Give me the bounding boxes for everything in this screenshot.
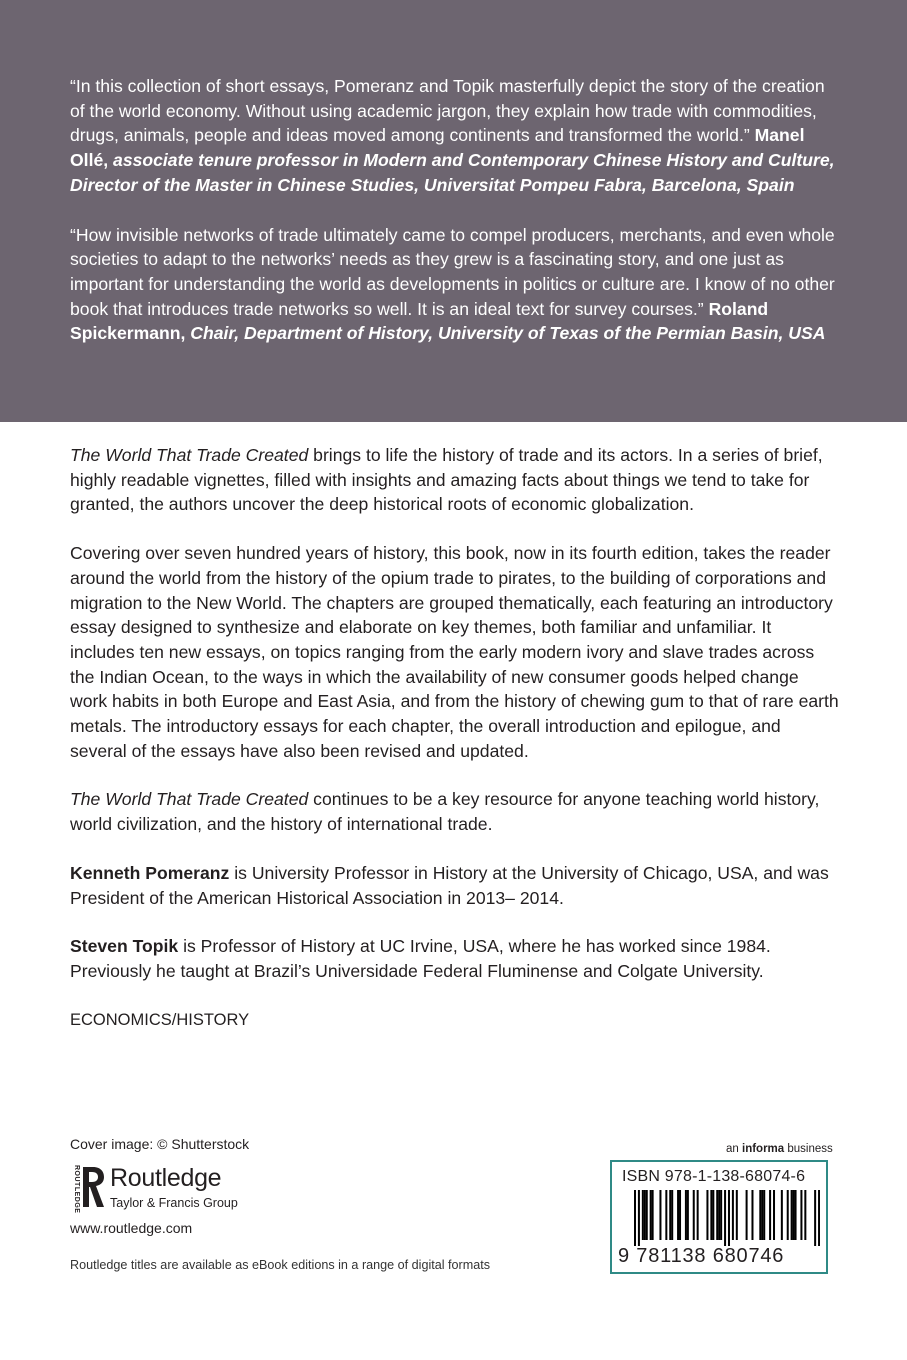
barcode-bar — [761, 1190, 763, 1240]
barcode-bar — [669, 1190, 671, 1240]
review-text: “In this collection of short essays, Pomeranz and Topik masterfully depict the story of the creation of the world economy. Without using academic jargon, they explain how trade with commodities, drugs, animals, people and ideas moved among continents and transformed the world.” — [70, 76, 825, 146]
author-bio: Steven Topik is Professor of History at UC Irvine, USA, where he has worked since 1984. Previously he taught at Brazil’s Universidade Federal Fluminense and Colgate University. — [70, 936, 771, 981]
routledge-vertical-wordmark: ROUTLEDGE — [73, 1165, 80, 1214]
barcode-bar — [677, 1190, 679, 1240]
barcode-bar — [800, 1190, 802, 1240]
barcode-bar — [679, 1190, 681, 1240]
reviewer-name: Manel Ollé, — [70, 125, 805, 171]
review-quote — [70, 74, 837, 198]
barcode-bar — [638, 1190, 640, 1246]
publisher-website[interactable]: www.routledge.com — [70, 1220, 193, 1236]
barcode-bar — [646, 1190, 648, 1240]
barcode-bar — [791, 1190, 793, 1240]
barcode-bar — [787, 1190, 789, 1240]
barcode-bar — [716, 1190, 718, 1240]
review-text: “How invisible networks of trade ultimately came to compel producers, merchants, and even whole societies to adapt to the networks’ needs as they grew is a fascinating story, and one just as important for understanding the world as developments in politics or culture are. I know of no other book that introduces trade networks so well. It is an ideal text for survey courses.” — [70, 224, 835, 319]
book-description — [70, 443, 840, 1032]
barcode-bar — [781, 1190, 783, 1240]
barcode-bar — [732, 1190, 734, 1240]
reviewer-title: associate tenure professor in Modern and Contemporary Chinese History and Culture, Director of the Master in Chinese Studies, Universitat Pompeu Fabra, Barcelona, Spain — [70, 150, 835, 195]
barcode-bar — [685, 1190, 687, 1240]
barcode-bar — [671, 1190, 673, 1240]
barcode-bar — [769, 1190, 771, 1240]
barcode-bar — [665, 1190, 667, 1240]
subject-category: ECONOMICS/HISTORY — [70, 1010, 250, 1029]
barcode-bar — [720, 1190, 722, 1240]
author-name: Kenneth Pomeranz — [70, 862, 230, 883]
description-paragraph: The World That Trade Created continues to be a key resource for anyone teaching world history, world civilization, and the history of international trade. — [70, 789, 820, 835]
barcode-bar — [652, 1190, 654, 1240]
routledge-logo — [66, 1163, 266, 1213]
barcode-bar — [659, 1190, 661, 1240]
barcode-bar — [814, 1190, 816, 1246]
author-bio: Kenneth Pomeranz is University Professor in History at the University of Chicago, USA, and was President of the American Historical Association in 2013– 2014. — [70, 862, 829, 908]
barcode-bar — [746, 1190, 748, 1240]
reviews-panel — [0, 0, 907, 422]
barcode-bar — [697, 1190, 699, 1240]
cover-credit: Cover image: © Shutterstock — [70, 1136, 250, 1152]
barcode-bar — [706, 1190, 708, 1240]
barcode-bar — [650, 1190, 652, 1240]
barcode-bar — [724, 1190, 726, 1246]
description-paragraph: Covering over seven hundred years of history, this book, now in its fourth edition, takes the reader around the world from the history of the opium trade to pirates, to the building of corporations and migration to the New World. The chapters are grouped thematically, each featuring an introductory essay designed to synthesize and elaborate on key themes, both familiar and unfamiliar. It includes ten new essays, on topics ranging from the early modern ivory and slave trades across the Indian Ocean, to the ways in which the availability of new consumer goods helped change work habits in both Europe and East Asia, and from the history of chewing gum to that of rare earth metals. The introductory essays for each chapter, the overall introduction and epilogue, and several of the essays have also been revised and updated. — [70, 543, 839, 761]
barcode-bar — [644, 1190, 646, 1240]
review-quote — [70, 223, 837, 347]
reviewer-title: Chair, Department of History, University of Texas of the Permian Basin, USA — [190, 323, 826, 344]
barcode-bar — [773, 1190, 775, 1240]
barcode-bar — [712, 1190, 714, 1240]
isbn-label: ISBN 978-1-138-68074-6 — [622, 1168, 806, 1185]
description-paragraph: The World That Trade Created brings to life the history of trade and its actors. In a series of brief, highly readable vignettes, filled with insights and amazing facts about things we tend to take for granted, the authors uncover the deep historical roots of economic globalization. — [70, 445, 823, 515]
barcode-bar — [687, 1190, 689, 1240]
barcode-bar — [718, 1190, 720, 1240]
barcode-bar — [804, 1190, 806, 1240]
reviewer-name: Roland Spickermann, — [70, 298, 769, 344]
barcode-bar — [818, 1190, 820, 1246]
barcode-bar — [793, 1190, 795, 1240]
routledge-r-icon — [80, 1165, 106, 1209]
barcode-bars — [634, 1190, 820, 1246]
book-title: The World That Trade Created — [70, 789, 309, 810]
barcode-bar — [693, 1190, 695, 1240]
barcode-bar — [763, 1190, 765, 1240]
barcode-bar — [642, 1190, 644, 1240]
isbn-barcode — [610, 1160, 828, 1274]
barcode-bar — [710, 1190, 712, 1240]
barcode-bar — [736, 1190, 738, 1240]
publisher-group: Taylor & Francis Group — [110, 1196, 238, 1210]
ebook-note: Routledge titles are available as eBook editions in a range of digital formats — [70, 1258, 491, 1272]
publisher-name: Routledge — [110, 1164, 222, 1192]
barcode-bar — [795, 1190, 797, 1240]
book-title: The World That Trade Created — [70, 445, 309, 465]
barcode-bar — [751, 1190, 753, 1240]
barcode-bar — [634, 1190, 636, 1246]
author-name: Steven Topik — [70, 936, 179, 957]
barcode-digits: 9 781138 680746 — [618, 1245, 785, 1267]
informa-tagline: an informa business — [726, 1143, 833, 1155]
barcode-bar — [728, 1190, 730, 1246]
barcode-bar — [759, 1190, 761, 1240]
